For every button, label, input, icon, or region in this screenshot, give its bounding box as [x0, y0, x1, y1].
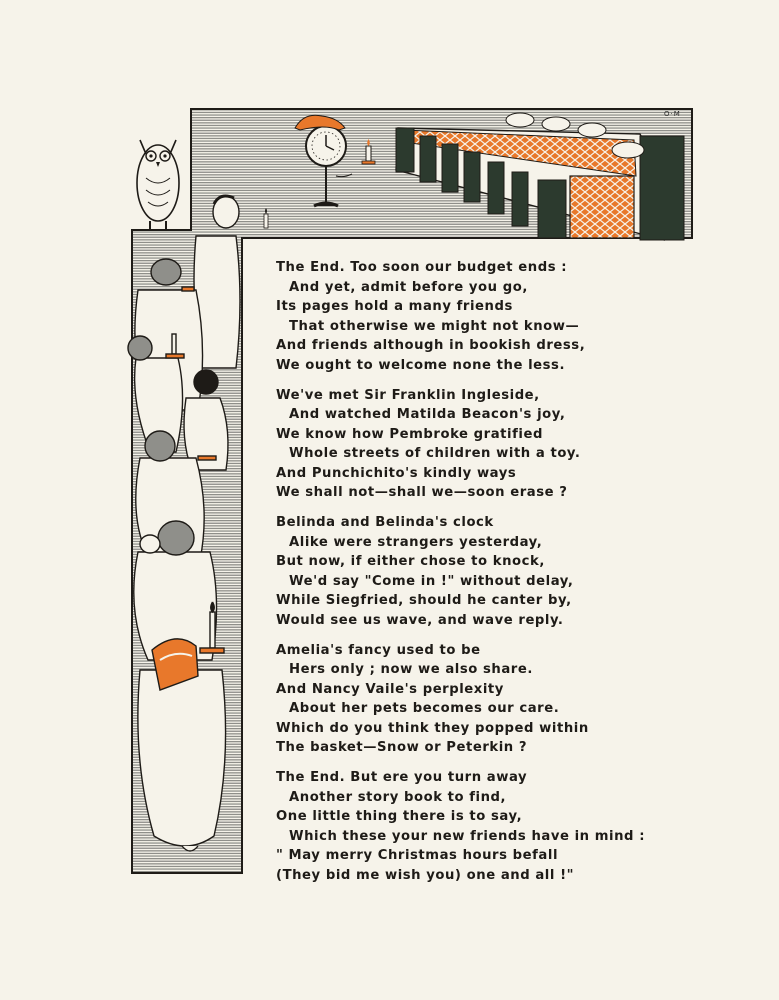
poem-line: About her pets becomes our care.: [289, 701, 560, 716]
stanza: [276, 258, 696, 375]
poem-line: The End. Too soon our budget ends :: [276, 260, 568, 275]
poem-line: " May merry Christmas hours befall: [276, 848, 559, 863]
poem-line: Belinda and Belinda's clock: [276, 515, 494, 530]
stanza: [276, 641, 696, 758]
poem-line: And yet, admit before you go,: [289, 279, 528, 295]
poem-line: And friends although in bookish dress,: [276, 338, 586, 353]
poem-line: (They bid me wish you) one and all !": [276, 867, 575, 883]
poem-line: While Siegfried, should he canter by,: [276, 593, 572, 608]
poem-line: And Nancy Vaile's perplexity: [276, 681, 504, 697]
stanza: [276, 513, 696, 630]
poem-line: We shall not—shall we—soon erase ?: [276, 485, 568, 500]
artist-initials: O·M: [664, 110, 681, 118]
poem-line: We know how Pembroke gratified: [276, 426, 543, 442]
poem-line: Whole streets of children with a toy.: [289, 446, 581, 461]
poem-line: Which do you think they popped within: [276, 720, 589, 736]
poem-line: We'd say "Come in !" without delay,: [289, 573, 574, 589]
poem-line: The basket—Snow or Peterkin ?: [276, 740, 528, 755]
poem-text: [276, 258, 696, 896]
poem-line: We've met Sir Franklin Ingleside,: [276, 387, 540, 403]
owl-figure: [137, 140, 179, 230]
poem-line: One little thing there is to say,: [276, 809, 523, 824]
poem-line: Another story book to find,: [289, 789, 507, 805]
poem-line: Its pages hold a many friends: [276, 299, 513, 314]
poem-line: That otherwise we might not know—: [289, 318, 580, 334]
poem-line: The End. But ere you turn away: [276, 770, 528, 785]
stanza: [276, 386, 696, 503]
poem-line: We ought to welcome none the less.: [276, 357, 566, 373]
poem-line: Would see us wave, and wave reply.: [276, 612, 564, 628]
poem-line: Which these your new friends have in mind :: [289, 828, 646, 844]
poem-line: Alike were strangers yesterday,: [289, 534, 543, 550]
poem-line: And watched Matilda Beacon's joy,: [289, 407, 566, 422]
poem-line: But now, if either chose to knock,: [276, 554, 545, 569]
stanza: [276, 768, 696, 885]
poem-line: Hers only ; now we also share.: [289, 662, 533, 677]
poem-line: Amelia's fancy used to be: [276, 642, 481, 658]
poem-line: And Punchichito's kindly ways: [276, 465, 517, 481]
